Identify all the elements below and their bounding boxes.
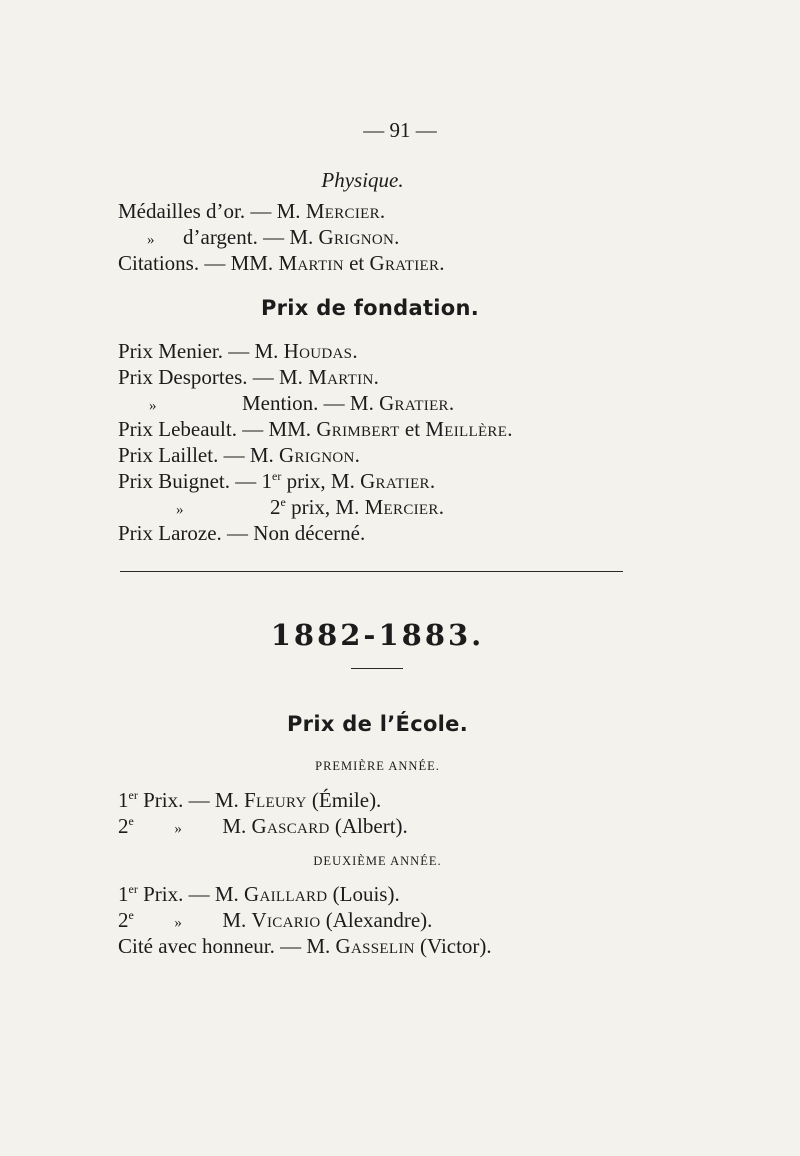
laureate-name: Gascard [251, 814, 330, 838]
laureate-name: Mercier [364, 495, 439, 519]
fondation-line-4: Prix Lebeault. — MM. Grimbert et Meillère. [118, 417, 513, 441]
laureate-name: Martin [308, 365, 374, 389]
premiere-line-2: 2e » M. Gascard (Albert). [118, 814, 408, 838]
ditto-mark: » [149, 398, 157, 414]
section-divider [120, 571, 623, 572]
academic-year-heading: 1882-1883. [270, 618, 485, 652]
section-title-fondation: Prix de fondation. [260, 296, 480, 320]
subheading-deuxieme-annee: DEUXIÈME ANNÉE. [313, 854, 442, 868]
fondation-line-7: » 2e prix, M. Mercier. [176, 495, 444, 519]
laureate-name: Grimbert [316, 417, 400, 441]
fondation-line-6: Prix Buignet. — 1er prix, M. Gratier. [118, 469, 436, 493]
laureate-name: Gratier [360, 469, 430, 493]
deuxieme-line-3: Cité avec honneur. — M. Gasselin (Victor). [118, 934, 492, 958]
laureate-name: Martin [278, 251, 344, 275]
short-divider [351, 668, 403, 669]
fondation-line-1: Prix Menier. — M. Houdas. [118, 339, 358, 363]
subheading-premiere-annee: PREMIÈRE ANNÉE. [315, 759, 440, 773]
laureate-name: Meillère [425, 417, 508, 441]
laureate-name: Gasselin [335, 934, 415, 958]
page-number: — 91 — [363, 118, 437, 142]
deuxieme-line-2: 2e » M. Vicario (Alexandre). [118, 908, 433, 932]
ditto-mark: » [147, 232, 155, 248]
physique-line-3: Citations. — MM. Martin et Gratier. [118, 251, 445, 275]
laureate-name: Grignon [279, 443, 355, 467]
fondation-line-2: Prix Desportes. — M. Martin. [118, 365, 379, 389]
laureate-name: Vicario [251, 908, 321, 932]
ditto-mark: » [176, 502, 184, 518]
award-label: Médailles d’or. — M. [118, 199, 301, 223]
physique-line-2: » d’argent. — M. Grignon. [147, 225, 400, 249]
deuxieme-line-1: 1er Prix. — M. Gaillard (Louis). [118, 882, 400, 906]
laureate-name: Houdas [283, 339, 353, 363]
laureate-name: Gratier [379, 391, 449, 415]
fondation-line-5: Prix Laillet. — M. Grignon. [118, 443, 360, 467]
award-label: d’argent. — M. [183, 225, 314, 249]
section-title-physique: Physique. [321, 168, 404, 192]
laureate-name: Mercier [305, 199, 380, 223]
section-title-ecole: Prix de l’École. [286, 712, 468, 736]
laureate-name: Grignon [318, 225, 395, 249]
physique-line-1: Médailles d’or. — M. Mercier. [118, 199, 386, 223]
ditto-mark: » [174, 915, 182, 931]
fondation-line-8: Prix Laroze. — Non décerné. [118, 521, 366, 545]
laureate-name: Gaillard [244, 882, 328, 906]
laureate-name: Fleury [244, 788, 307, 812]
laureate-name: Gratier [369, 251, 440, 275]
award-label: Citations. — MM. [118, 251, 274, 275]
fondation-line-3: » Mention. — M. Gratier. [149, 391, 455, 415]
ditto-mark: » [174, 821, 182, 837]
premiere-line-1: 1er Prix. — M. Fleury (Émile). [118, 788, 382, 812]
